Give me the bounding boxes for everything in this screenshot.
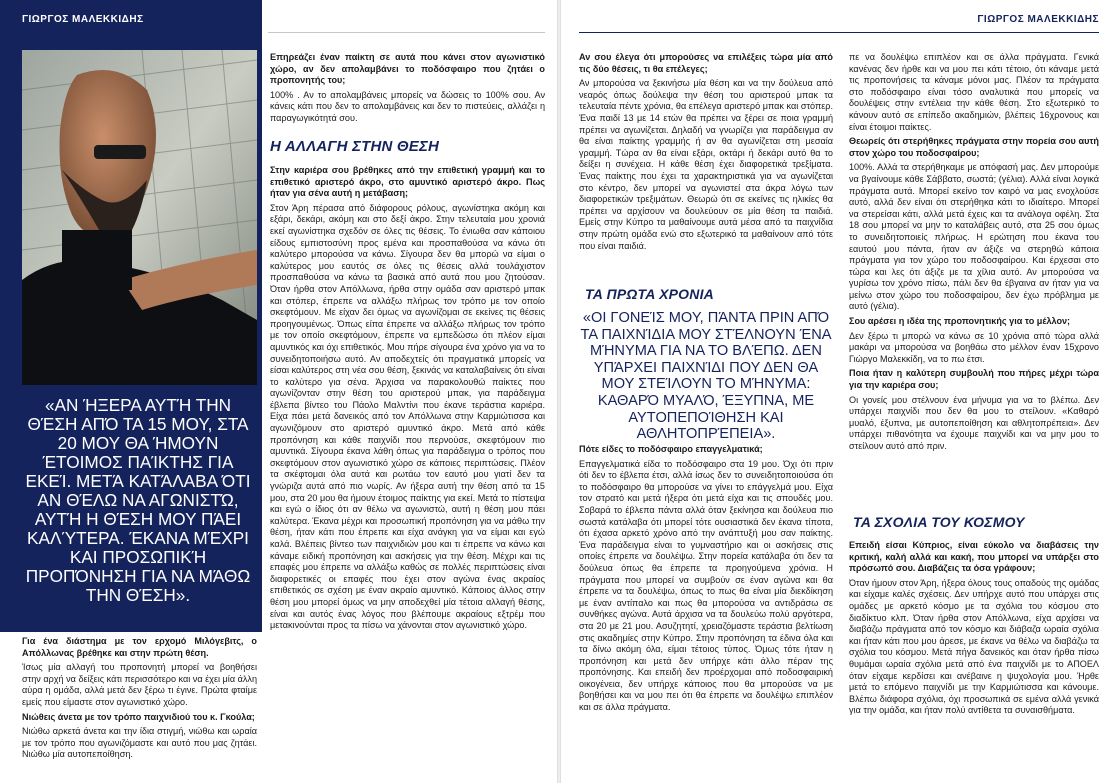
left-page — [0, 0, 557, 783]
right-second-column — [849, 540, 1099, 775]
paragraph: Οι γονείς μου στέλνουν ένα μήνυμα για να το βλέπω. Δεν υπάρχει παιχνίδι που δεν θα μου το στείλουν. «Καθαρό μυαλό, έξυπνα, με αυτοπεποίθηση και αθλητοπρέπεια». Δεν υπάρχει πιθανότητα να έχουμε παιχνίδι και να μην μου το στείλουν αυτό από πριν. — [849, 394, 1099, 451]
paragraph: Ίσως μία αλλαγή του προπονητή μπορεί να βοηθήσει στην αρχή να δείξεις κάτι περισσότερο και να έχει μία άλλη αύρα η ομάδα, αλλά μετά δεν ξέρω τι έγινε. Πρώτα φταίμε εμείς που είμαστε στον αγωνιστικό χώρο. — [22, 662, 257, 707]
section-heading-public-comments: ΤΑ ΣΧΟΛΙΑ ΤΟΥ ΚΟΣΜΟΥ — [853, 514, 1025, 530]
paragraph: Αν σου έλεγα ότι μπορούσες να επιλέξεις τώρα μία από τις δύο θέσεις, τι θα επέλεγες; — [579, 52, 833, 74]
paragraph: Επειδή είσαι Κύπριος, είναι εύκολο να διαβάσεις την κριτική, καλή αλλά και κακή, που μπορεί να υπάρξει στο πρόσωπό σου. Διαβάζεις τα όσα γράφουν; — [849, 540, 1099, 574]
section-heading-position-change: Η ΑΛΛΑΓΗ ΣΤΗΝ ΘΕΣΗ — [270, 138, 440, 155]
header-rule-left — [268, 32, 545, 33]
paragraph: Επαγγελματικά είδα το ποδόσφαιρο στα 19 μου. Όχι ότι πριν όti δεν το έβλεπα έτσι, αλλά ίσως δεν το συνειδητοποιούσα ότι το ποδόσφαιρο θα μπορούσε να γίνει το επάγγελμά μου. Είχα τον στρατό και μετά ήξερα ότι μετά είχα και τις σπουδές μου. Σοβαρά το έβλεπα πάντα αλλά όταν ξεκίνησα και δούλευα πιο σωστά κατάλαβα ότι μπορεί τότε ουσιαστικά δεν έκανα τίποτα, ότι έχασα αρκετό χρόνο από την ανάπτυξή μου σαν παίκτης. Ένα παράδειγμα είναι το γυμναστήριο και οι ασκήσεις στις οποίες έπρεπε να δουλέψω. Στην πορεία κατάλαβα ότι δεν τα δούλευα όπως θα έπρεπε τα προηγούμενα χρόνια. Η πράγματα που μπορεί να συμβούν σε έναν αγώνα και θα έπρεπε να τα δουλέψω, όπως το πως θα είναι μία διεκδίκηση με έναν αντίπαλο και πως θα μπορούσα να αντιδράσω σε συνθήκες αγώνα. Αυτά άρχισα να τα δουλεύω πολύ αργότερα, στα 20 με 21 μου. Ασυζητητί, χρειαζόμαστε τεράστια βελτίωση στις ακαδημίες στην Κύπρο. Στην προπόνηση τα έδινα όλα και τα δίνω ακόμη όλα, είμαι τέτοιος τύπος. Όμως τότε ήταν η προπόνηση και μετά δεν υπήρχε κάτι άλλο πέραν της προπόνησης. Και επειδή δεν προέρχομαι από ποδοσφαιρική οικογένεια, δεν υπήρχε κάποιος που θα μπορούσε να με βοηθήσει και να μου πει ότι θα έπρεπε να δουλέψω επιπλέον και σε άλλα πράγματα. — [579, 458, 833, 713]
paragraph: 100% . Αν το απολαμβάνεις μπορείς να δώσεις το 100% σου. Αν κάνεις κάτι που δεν το απολαμβάνεις και δεν το πιστεύεις, αλλάζει η παραγωγικότητά σου. — [270, 89, 545, 123]
paragraph: Πότε είδες το ποδόσφαιρο επαγγελματικά; — [579, 444, 763, 454]
paragraph: Στον Άρη πέρασα από διάφορους ρόλους, αγωνίστηκα ακόμη και εξάρι, δεκάρι, ακόμη και στο δεξί άκρο. Στην τελευταία μου χρονιά εκεί αγωνίστηκα σχεδόν σε όλες τις θέσεις. Το ένιωθα σαν κάποιου είδους εμπιστοσύνη προς εμένα και προσπαθούσα να κάνω ότι καλύτερο μπορούσα να κάνω. Σίγουρα δεν θα μπορώ να είμαι ο καλύτερος μου εαυτός σε όλες τις θέσεις αλλά τουλάχιστον προσπαθούσα να κάνω τα βασικά από αυτά που μου ζητούσαν. Όταν ήρθα στον Απόλλωνα, ήρθα στην ομάδα σαν αριστερό μπακ και στόπερ, έπρεπε να αλλάξω πλήρως τον τρόπο με τον οποίο σκεφτόμουν. Με είχαν δει όμως να αγωνίζομαι σε εκείνες τις θέσεις προηγουμένως. Όπως είπα έπρεπε να αλλάξω πλήρως τον τρόπο με τον οποίο σκεφτόμουν, έπρεπε να εμπεδώσω ότι πλέον είμαι αμυντικός και όχι επιθετικός. Μου πήρε σίγουρα ένα χρόνο για να το συνειδητοποιήσω αυτό. Αν αποδεχτείς ότι πραγματικά μπορείς να είσαι καλύτερος στη νέα σου θέση, ξεκινάς να καταλαβαίνεις ότι είναι το καλύτερο για σένα. Άρχισα να παρακολουθώ παίκτες που αγωνίζονταν στην θέση του αριστερού μπακ, για παράδειγμα έβλεπα βίντεο του Πάολο Μαλντίνι που έκανε τεράστια καριέρα. Είχα πάει μετά δανεικός από τον Απόλλωνα στην Καρμιώτισσα και αγωνιζόμουν στο αριστερό αμυντικό άκρο. Μετά από κάθε προπόνηση και κάθε παιχνίδι που περνούσε, σκεφτόμουν πιο αμυντικά. Σίγουρα έκανα λάθη όπως για παράδειγμα ο τρόπος που σκεφτόμουν στον αγωνιστικό χώρο σε κάποιες περιπτώσεις. Πλέον τα σκέφτομαι όλα αυτά και ρωτάω τον εαυτό μου γιατί δεν τα γνώριζα αυτά από πιο νωρίς. Αν ήξερα αυτή την θέση από τα 15 μου, στα 20 μου θα ήμουν έτοιμος παίκτης για εκεί. Μετά το πίστεψα και εγώ ο ίδιος ότι αν θέλω να αγωνιστώ, αυτή η θέση μου πάει καλύτερα. Έκανα μέχρι και προσωπική προπόνηση για να μάθω την θέση, ήταν κάτι που έπρεπε και είχα ανάγκη για να είμαι και εγώ καλά. Βλέπεις βίντεο των παιχνιδιών μου και τι έπρεπε να κάνω και κάναμε ειδική προπόνηση και ασκήσεις για την θέση. Μέχρι και τις επαφές μου έπρεπε να αλλάξω καθώς σε πολλές περιπτώσεις είναι διαφορετικές οι επαφές που έχει στον αγώνα ένας ακραίος επιθετικός σε σχέση με έναν ακραίο αμυντικό. Κάποιος άλλος στην θέση μου μπορεί όμως να μην αποδεχθεί μία τέτοια αλλαγή θέσης, είναι και αυτός ένας λόγος που βλέπουμε ακραίους εξτρέμ που μετακινούνται προς τα πίσω να χάνονται στον αγωνιστικό χώρο. — [270, 202, 545, 631]
paragraph: Νιώθω αρκετά άνετα και την ίδια στιγμή, νιώθω και ωραία με τον τρόπο που αγωνιζόμαστε και αυτό που μας ζητάει. Νιώθω μία αυτοπεποίθηση. — [22, 726, 257, 760]
paragraph: Στην καριέρα σου βρέθηκες από την επιθετική γραμμή και το επιθετικό αριστερό άκρο, στο αμυντικό αριστερό άκρο. Πως ήταν για σένα αυτή η μετάβαση; — [270, 165, 545, 199]
paragraph: Όταν ήμουν στον Άρη, ήξερα όλους τους οπαδούς της ομάδας και είχαμε καλές σχέσεις. Δεν υπήρχε αυτό που υπάρχει στις ομάδες με αρκετό κόσμο με τα σχόλια του κόσμου στο διαδίκτυο κλπ. Όταν ήρθα στον Απόλλωνα, είχα αρχίσει να διαβάζω πράγματα από τον κόσμο και διάβαζα ωραία σχόλια και ήταν κάτι που μου άρεσε, με έκανε να θέλω να διαβάζω τα σχόλια του κόσμου. Μετά πήγα δανεικός και όταν ήρθα πίσω θυμάμαι ωραία σχόλια μετά από ένα παιχνίδι με το ΑΠΟΕΛ όταν είχαμε κερδίσει και ανέβαινε η ψυχολογία μου. Ήρθε μετά το επόμενο παιχνίδι με την Καρμιώτισσα και κάνουμε. Βλέπω διάφορα σχόλια, όχι προσωπικά σε εμένα αλλά γενικά για την ομάδα, και ήταν πολύ αντίθετα τα συναισθήματα. — [849, 577, 1099, 716]
right-second-column-top — [849, 52, 1099, 507]
running-head-left: ΓΙΩΡΓΟΣ ΜΑΛΕΚΚΙΔΗΣ — [22, 14, 144, 25]
paragraph: 100%. Αλλά τα στερήθηκαμε με απόφασή μας. Δεν μπορούμε να βγαίνουμε κάθε Σάββατο, σωστά; (γέλια). Αλλά είναι λογικά πράγματα αυτά. Μπορεί εκείνο τον καιρό να μας ενοχλούσε αυτό, αλλά δεν είναι ότι στερήθηκα κάτι το ιδιαίτερο. Μπορεί να στερείσαι κάτι, αλλά μετά έχεις και τα ανάλογα οφέλη. Στα 18 σου μπορεί να μην το καταλάβεις αυτό, στα 25 σου όμως το συνειδητοποιείς πλήρως. Η ερώτηση που έκανα του εαυτού μου πάντα, ήταν αν άξιζε να στερηθώ κάποια πράγματα για τον χώρο του ποδοσφαίρου. Και έρχεσαι στο τώρα και λες ότι άξιζε με τα χίλια αυτό. Αν μπορούσα να γυρίσω τον χρόνο πίσω, πάλι δεν θα έβγαινα αν ήταν για να μείνω στον χώρο του ποδοσφαίρου, δεν έχω πρόβλημα με αυτό (γέλια). — [849, 162, 1099, 312]
paragraph: Επηρεάζει έναν παίκτη σε αυτά που κάνει στον αγωνιστικό χώρο, αν δεν απολαμβάνει το ποδόσφαιρο που ζητάει ο προπονητής του; — [270, 52, 545, 86]
section-heading-early-years: ΤΑ ΠΡΩΤΑ ΧΡΟΝΙΑ — [585, 286, 714, 302]
paragraph: Νιώθεις άνετα με τον τρόπο παιχνιδιού του κ. Γκούλα; — [22, 711, 255, 722]
paragraph: πε να δουλέψω επιπλέον και σε άλλα πράγματα. Γενικά κανένας δεν ήρθε και να μου πει κάτι τέτοιο, ότι κάναμε μετά τις προπονήσεις τα κάναμε μόνοι μας. Πλέον τα πράγματα στο ποδόσφαιρο είναι τόσο αναλυτικά που μπορείς να δουλέψεις στην εντέλεια την κάθε θέση. Στο εξωτερικό το κάνουν αυτό σε επίπεδο ακαδημιών, βλέπεις 16χρονους και είναι έτοιμοι παίκτες. — [849, 52, 1099, 132]
right-first-column — [579, 444, 833, 775]
paragraph: Ποια ήταν η καλύτερη συμβουλή που πήρες μέχρι τώρα για την καριέρα σου; — [849, 368, 1099, 391]
pull-quote-left: «ΑΝ ΉΞΕΡΑ ΑΥΤΉ ΤΗΝ ΘΈΣΗ ΑΠΌ ΤΑ 15 ΜΟΥ, ΣΤΑ 20 ΜΟΥ ΘΑ ΉΜΟΥΝ ΈΤΟΙΜΟΣ ΠΑΊΚΤΗΣ ΓΙΑ ΕΚΕΊ. ΜΕΤΆ ΚΑΤΆΛΑΒΑ ΌΤΙ ΑΝ ΘΈΛΩ ΝΑ ΑΓΩΝΙΣΤΏ, ΑΥΤΉ Η ΘΈΣΗ ΜΟΥ ΠΆΕΙ ΚΑΛΎΤΕΡΑ. ΈΚΑΝΑ ΜΈΧΡΙ ΚΑΙ ΠΡΟΣΩΠΙΚΉ ΠΡΟΠΌΝΗΣΗ ΓΙΑ ΝΑ ΜΆΘΩ ΤΗΝ ΘΈΣΗ». — [25, 395, 251, 605]
paragraph: Δεν ξέρω τι μπορώ να κάνω σε 10 χρόνια από τώρα αλλά μακάρι να μπορούσα να βοηθάω στο μέλλον έναν 15χρονο Γιώργο Μαλεκκίδη, να το πω έτσι. — [849, 330, 1099, 364]
left-bottom-column — [22, 636, 257, 776]
running-head-right: ΓΙΩΡΓΟΣ ΜΑΛΕΚΚΙΔΗΣ — [977, 14, 1099, 25]
paragraph: Για ένα διάστημα με τον ερχομό Μιλόγεβιτς, ο Απόλλωνας βρέθηκε και στην πρώτη θέση. — [22, 636, 257, 658]
paragraph: Σου αρέσει η ιδέα της προπονητικής για το μέλλον; — [849, 316, 1071, 327]
right-first-column-top — [579, 52, 833, 284]
left-second-column — [270, 165, 545, 775]
paragraph: Αν μπορούσα να ξεκινήσω μία θέση και να την δούλευα από νεαρός όπως δούλεψα την θέση του αριστερού μπακ τα τελευταία πέντε χρόνια, θα επέλεγα αριστερό μπακ και στόπερ. Ένα παιδί 13 με 14 ετών θα πρέπει να ξέρει σε ποια γραμμή πρέπει να αγωνίζεται. Δηλαδή να γνωρίζει για παράδειγμα αν θα είναι παίκτης γραμμής ή αν θα αγωνίζεται στη μεσαία γραμμή. Τώρα αν θα είναι εξάρι, οκτάρι ή δεκάρι αυτό θα το δείξει η συνέχεια. Η κάθε θέση έχει διαφορετικά τρεξίματα. Ένας παίκτης που έχει τα χαρακτηριστικά για να αγωνίζεται στο κέντρο, δεν μπορεί να αγωνιστεί στα άκρα λόγω των διαφορετικών τρεξιμάτων. Θεωρώ ότι σε εκείνες τις ηλικίες θα πρέπει να αρχίσουν να δουλεύουν σε μία θέση τα παιδιά. Εμείς στην Κύπρο τα μαθαίνουμε αυτά μέσα από τα παιχνίδια στην πρώτη ομάδα ενώ στο εξωτερικό τα μαθαίνουν από τότε που είναι παιδιά. — [579, 78, 833, 251]
header-rule-right — [579, 32, 1099, 33]
player-photo-illustration — [22, 50, 257, 385]
pull-quote-right: «ΟΙ ΓΟΝΕΊΣ ΜΟΥ, ΠΆΝΤΑ ΠΡΙΝ ΑΠΌ ΤΑ ΠΑΙΧΝΊΔΙΑ ΜΟΥ ΣΤΈΛΝΟΥΝ ΈΝΑ ΜΉΝΥΜΑ ΓΙΑ ΝΑ ΤΟ ΒΛΈΠΩ. ΔΕΝ ΥΠΆΡΧΕΙ ΠΑΙΧΝΊΔΙ ΠΟΥ ΔΕΝ ΘΑ ΜΟΥ ΣΤΕΊΛΟΥΝ ΤΟ ΜΉΝΥΜΑ: ΚΑΘΑΡΌ ΜΥΑΛΌ, ΈΞΥΠΝΑ, ΜΕ ΑΥΤΟΠΕΠΟΊΘΗΣΗ ΚΑΙ ΑΘΛΗΤΟΠΡΈΠΕΙΑ». — [580, 310, 832, 443]
paragraph: Θεωρείς ότι στερήθηκες πράγματα στην πορεία σου αυτή στον χώρο του ποδοσφαίρου; — [849, 136, 1099, 158]
right-page — [561, 0, 1119, 783]
left-second-column-top — [270, 52, 545, 132]
player-photo — [22, 50, 257, 385]
